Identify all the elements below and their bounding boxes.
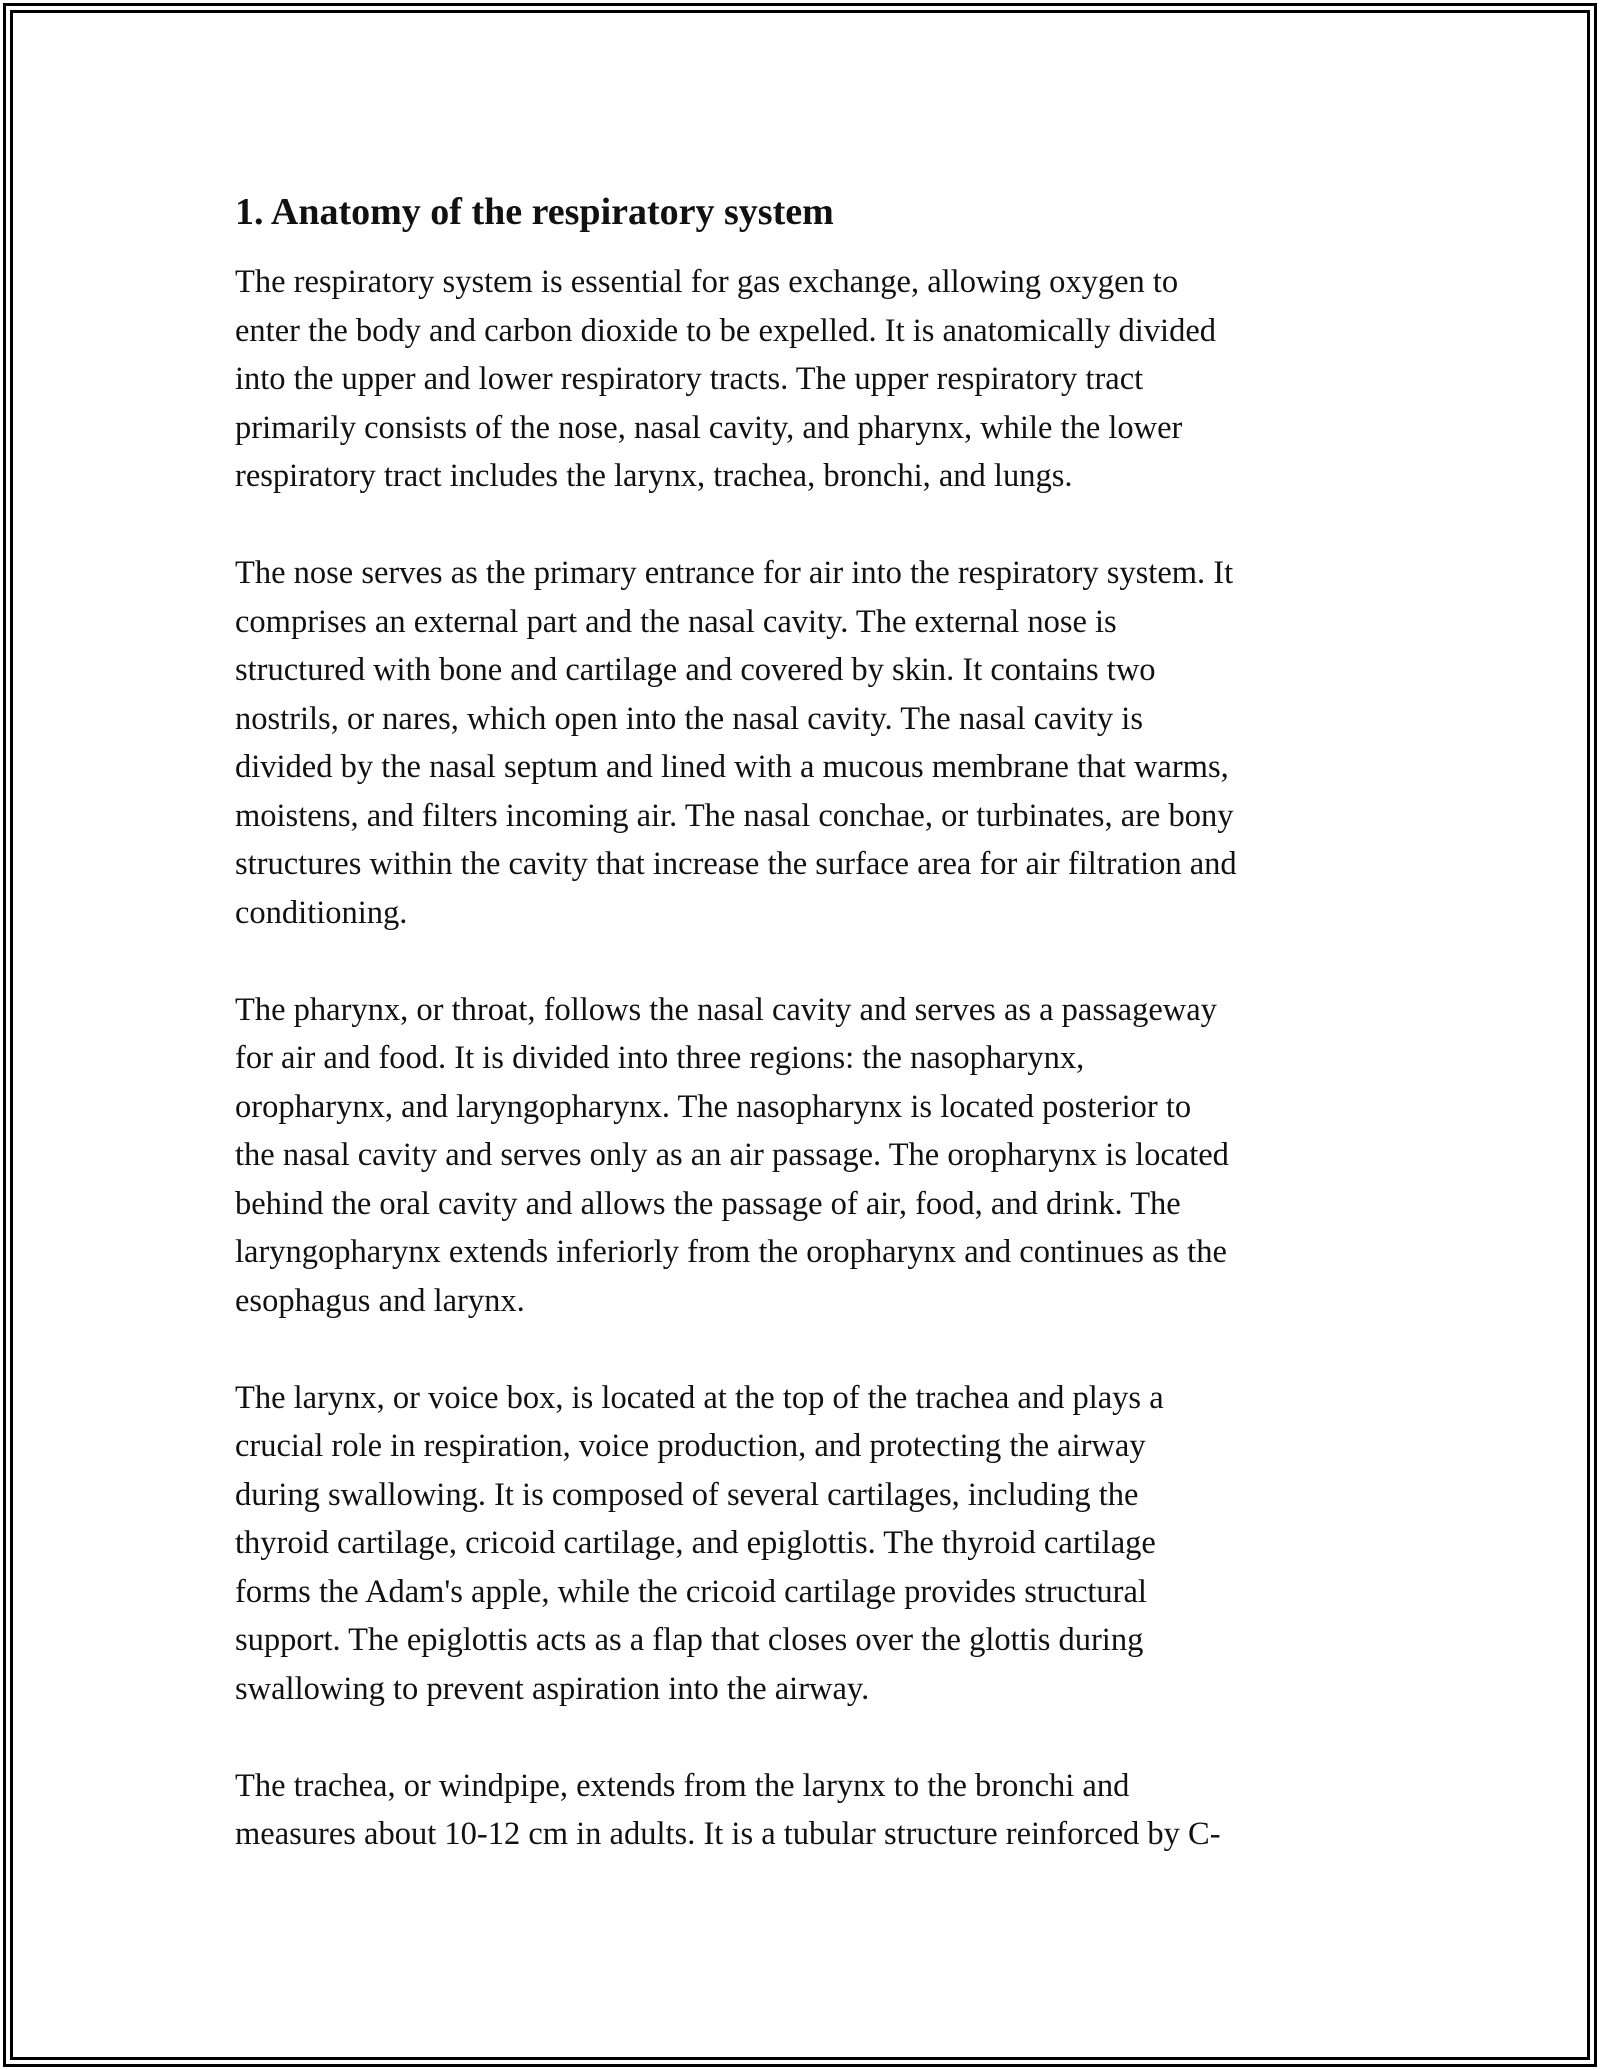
paragraph-line: divided by the nasal septum and lined with a mucous membrane that warms, — [235, 749, 1229, 785]
paragraph-line: The trachea, or windpipe, extends from the larynx to the bronchi and — [235, 1767, 1130, 1804]
paragraph-line: behind the oral cavity and allows the passage of air, food, and drink. The — [235, 1185, 1181, 1222]
paragraph-line: moistens, and filters incoming air. The nasal conchae, or turbinates, are bony — [235, 797, 1234, 834]
paragraph-line: The larynx, or voice box, is located at the top of the trachea and plays a — [235, 1379, 1164, 1416]
paragraph-line: The pharynx, or throat, follows the nasal cavity and serves as a passageway — [235, 991, 1217, 1028]
paragraph-line: measures about 10-12 cm in adults. It is a tubular structure reinforced by C- — [235, 1816, 1221, 1852]
paragraph-line: crucial role in respiration, voice production, and protecting the airway — [235, 1428, 1146, 1464]
section-heading: 1. Anatomy of the respiratory system — [235, 191, 834, 233]
paragraph — [235, 1374, 1375, 1714]
paragraph-line: The nose serves as the primary entrance for air into the respiratory system. It — [235, 555, 1234, 591]
paragraph — [235, 549, 1375, 937]
paragraph-line: swallowing to prevent aspiration into the airway. — [235, 1670, 870, 1707]
paragraph-line: for air and food. It is divided into three regions: the nasopharynx, — [235, 1040, 1085, 1076]
paragraph-line: respiratory tract includes the larynx, trachea, bronchi, and lungs. — [235, 458, 1073, 494]
paragraph-line: thyroid cartilage, cricoid cartilage, and epiglottis. The thyroid cartilage — [235, 1525, 1156, 1561]
paragraph-line: primarily consists of the nose, nasal cavity, and pharynx, while the lower — [235, 409, 1183, 446]
paragraph-line: structures within the cavity that increase the surface area for air filtration and — [235, 846, 1237, 882]
paragraph-line: nostrils, or nares, which open into the nasal cavity. The nasal cavity is — [235, 700, 1143, 737]
paragraph-line: conditioning. — [235, 894, 408, 931]
document-body — [235, 188, 1375, 1907]
paragraph-line: forms the Adam's apple, while the cricoid cartilage provides structural — [235, 1573, 1147, 1610]
paragraph-line: oropharynx, and laryngopharynx. The nasopharynx is located posterior to — [235, 1088, 1192, 1125]
paragraph-line: comprises an external part and the nasal cavity. The external nose is — [235, 603, 1117, 640]
paragraph-line: into the upper and lower respiratory tracts. The upper respiratory tract — [235, 361, 1144, 397]
paragraph-list — [235, 258, 1375, 1859]
paragraph — [235, 1762, 1375, 1859]
paragraph — [235, 258, 1375, 501]
paragraph — [235, 986, 1375, 1326]
paragraph-line: laryngopharynx extends inferiorly from the oropharynx and continues as the — [235, 1234, 1227, 1270]
paragraph-line: The respiratory system is essential for gas exchange, allowing oxygen to — [235, 264, 1179, 300]
paragraph-line: enter the body and carbon dioxide to be expelled. It is anatomically divided — [235, 312, 1217, 349]
paragraph-line: the nasal cavity and serves only as an air passage. The oropharynx is located — [235, 1137, 1229, 1173]
paragraph-line: esophagus and larynx. — [235, 1282, 525, 1319]
paragraph-line: structured with bone and cartilage and covered by skin. It contains two — [235, 652, 1156, 688]
paragraph-line: during swallowing. It is composed of several cartilages, including the — [235, 1476, 1139, 1513]
paragraph-line: support. The epiglottis acts as a flap that closes over the glottis during — [235, 1622, 1144, 1658]
